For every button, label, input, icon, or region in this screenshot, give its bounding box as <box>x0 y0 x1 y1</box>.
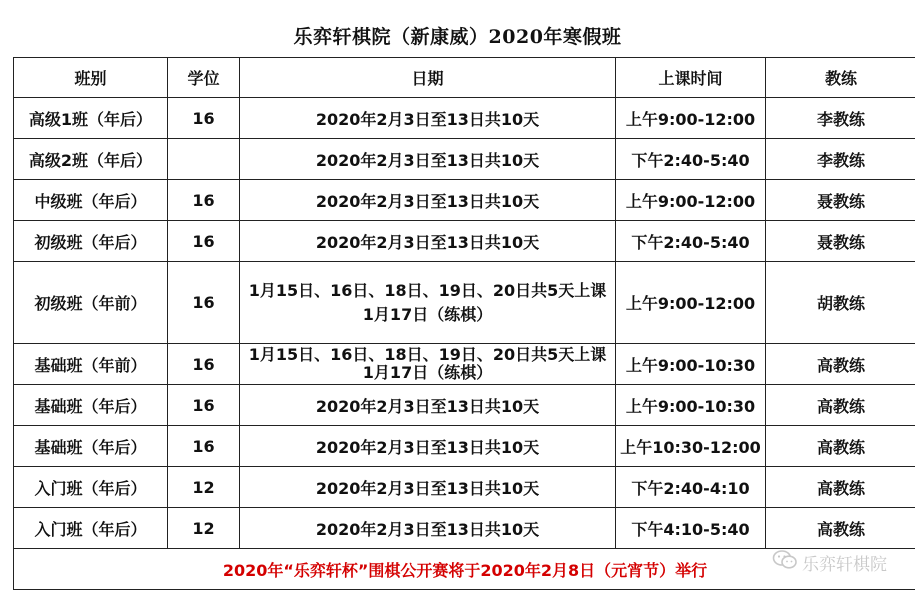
cell-class: 入门班（年后） <box>14 508 168 549</box>
cell-time: 上午9:00-10:30 <box>616 344 766 385</box>
table-row <box>14 344 915 385</box>
cell-class: 中级班（年后） <box>14 180 168 221</box>
watermark <box>772 550 887 574</box>
header-time: 上课时间 <box>616 58 766 98</box>
cell-class: 入门班（年后） <box>14 467 168 508</box>
cell-dates <box>240 344 616 385</box>
cell-time: 上午10:30-12:00 <box>616 426 766 467</box>
header-coach: 教练 <box>766 58 915 98</box>
cell-dates: 2020年2月3日至13日共10天 <box>240 139 616 180</box>
cell-seats: 16 <box>168 98 240 139</box>
schedule-table <box>13 57 915 590</box>
cell-time: 上午9:00-12:00 <box>616 262 766 344</box>
page-title: 乐弈轩棋院（新康威）2020年寒假班 <box>293 26 622 48</box>
cell-time: 上午9:00-12:00 <box>616 180 766 221</box>
cell-time: 上午9:00-10:30 <box>616 385 766 426</box>
cell-dates: 2020年2月3日至13日共10天 <box>240 98 616 139</box>
cell-class: 基础班（年后） <box>14 426 168 467</box>
cell-coach: 高教练 <box>766 344 915 385</box>
cell-dates: 2020年2月3日至13日共10天 <box>240 426 616 467</box>
dates-line-2: 1月17日（练棋） <box>362 363 493 382</box>
cell-time: 上午9:00-12:00 <box>616 98 766 139</box>
cell-coach: 聂教练 <box>766 180 915 221</box>
cell-dates: 2020年2月3日至13日共10天 <box>240 467 616 508</box>
wechat-icon <box>772 549 798 576</box>
table-row <box>14 262 915 344</box>
cell-coach: 高教练 <box>766 508 915 549</box>
header-dates: 日期 <box>240 58 616 98</box>
cell-seats: 16 <box>168 385 240 426</box>
cell-coach: 高教练 <box>766 426 915 467</box>
table-row <box>14 139 915 180</box>
table-row <box>14 426 915 467</box>
cell-coach: 高教练 <box>766 385 915 426</box>
cell-class: 基础班（年前） <box>14 344 168 385</box>
dates-line-1: 1月15日、16日、18日、19日、20日共5天上课 <box>248 280 607 300</box>
cell-time: 下午2:40-4:10 <box>616 467 766 508</box>
table-row <box>14 98 915 139</box>
cell-class: 高级1班（年后） <box>14 98 168 139</box>
table-header-row <box>14 58 915 98</box>
table-row <box>14 385 915 426</box>
table-row <box>14 180 915 221</box>
cell-seats: 16 <box>168 221 240 262</box>
cell-seats: 16 <box>168 344 240 385</box>
cell-class: 基础班（年后） <box>14 385 168 426</box>
cell-coach: 李教练 <box>766 139 915 180</box>
cell-seats: 16 <box>168 426 240 467</box>
cell-time: 下午2:40-5:40 <box>616 139 766 180</box>
cell-dates: 2020年2月3日至13日共10天 <box>240 221 616 262</box>
cell-seats: 12 <box>168 508 240 549</box>
cell-seats: 16 <box>168 262 240 344</box>
table-row <box>14 508 915 549</box>
cell-class: 初级班（年前） <box>14 262 168 344</box>
cell-dates <box>240 262 616 344</box>
cell-dates: 2020年2月3日至13日共10天 <box>240 180 616 221</box>
table-row <box>14 467 915 508</box>
cell-coach: 高教练 <box>766 467 915 508</box>
dates-line-2: 1月17日（练棋） <box>362 304 493 324</box>
cell-coach: 胡教练 <box>766 262 915 344</box>
cell-seats: 16 <box>168 180 240 221</box>
cell-time: 下午4:10-5:40 <box>616 508 766 549</box>
tournament-notice: 2020年“乐弈轩杯”围棋公开赛将于2020年2月8日（元宵节）举行 <box>14 549 915 590</box>
cell-coach: 李教练 <box>766 98 915 139</box>
cell-seats <box>168 139 240 180</box>
table-row <box>14 221 915 262</box>
cell-dates: 2020年2月3日至13日共10天 <box>240 385 616 426</box>
header-class: 班别 <box>14 58 168 98</box>
dates-line-1: 1月15日、16日、18日、19日、20日共5天上课 <box>248 345 607 364</box>
cell-class: 高级2班（年后） <box>14 139 168 180</box>
cell-time: 下午2:40-5:40 <box>616 221 766 262</box>
cell-dates: 2020年2月3日至13日共10天 <box>240 508 616 549</box>
cell-coach: 聂教练 <box>766 221 915 262</box>
watermark-text: 乐弈轩棋院 <box>802 554 887 575</box>
cell-seats: 12 <box>168 467 240 508</box>
cell-class: 初级班（年后） <box>14 221 168 262</box>
header-seats: 学位 <box>168 58 240 98</box>
